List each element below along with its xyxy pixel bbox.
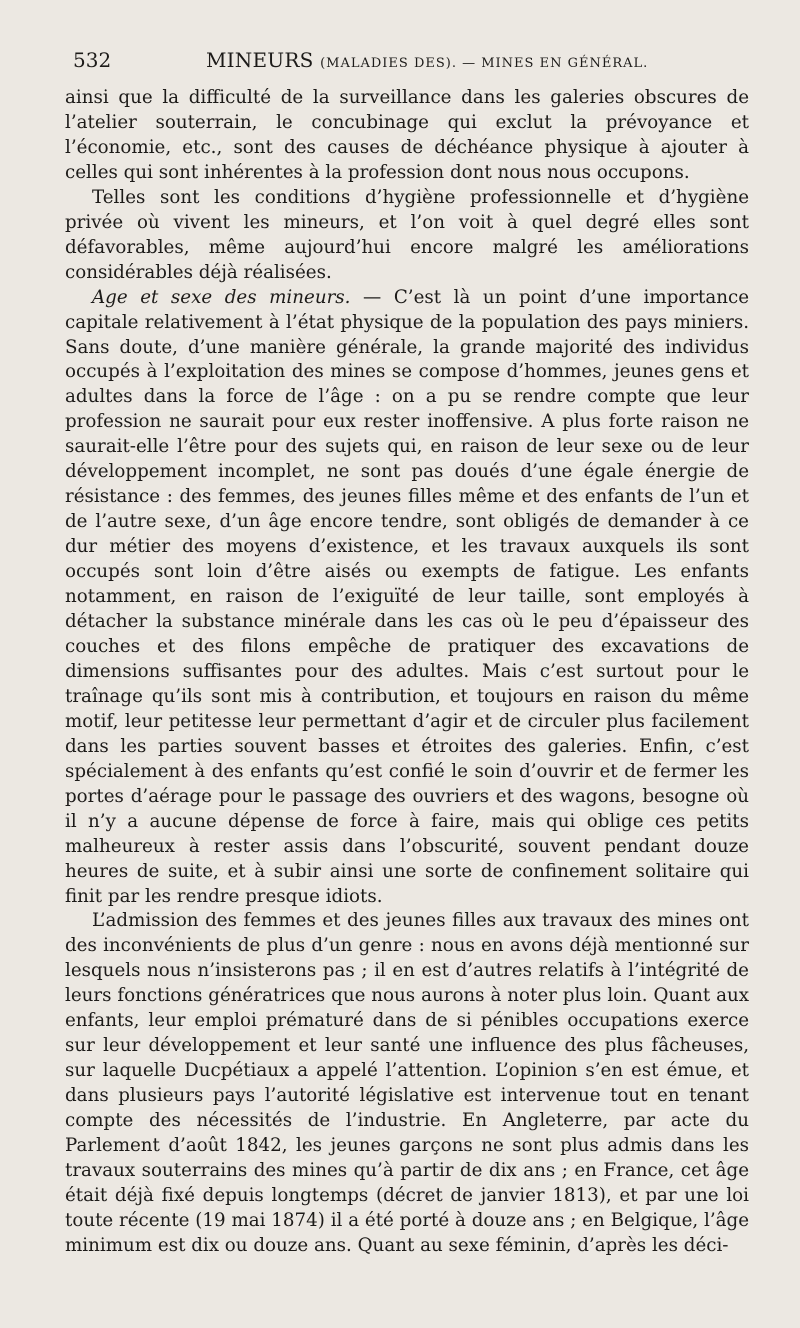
paragraph-hygiene-summary: Telles sont les conditions d’hygiène professionnelle et d’hygiène privée où vivent les mineurs, et l’on voit à quel degré elles sont défavorables, même aujourd’hui encore malgré les améliorations considérables déjà réalisées. — [65, 186, 749, 283]
running-head-title: MINEURS — [206, 48, 314, 72]
section-heading-age-sex: Age et sexe des mineurs. — [92, 286, 351, 308]
page-header — [73, 46, 748, 80]
paragraph-women-children: L’admission des femmes et des jeunes filles aux travaux des mines ont des inconvénients de plus d’un genre : nous en avons déjà mentionné sur lesquels nous n’insisterons pas ; il en est d’autres relatifs à l’intégrité de leurs fonctions génératrices que nous aurons à noter plus loin. Quant aux enfants, leur emploi prématuré dans de si pénibles occupations exerce sur leur développement et leur santé une influence des plus fâcheuses, sur laquelle Ducpétiaux a appelé l’attention. L’opinion s’en est émue, et dans plusieurs pays l’autorité législative est intervenue tout en tenant compte des nécessités de l’industrie. En Angleterre, par acte du Parlement d’août 1842, les jeunes garçons ne sont plus admis dans les travaux souterrains des mines qu’à partir de dix ans ; en France, cet âge était déjà fixé depuis longtemps (décret de janvier 1813), et par une loi toute récente (19 mai 1874) il a été porté à douze ans ; en Belgique, l’âge minimum est dix ou douze ans. Quant au sexe féminin, d’après les déci- — [65, 910, 749, 1256]
paragraph-age-sex — [65, 286, 749, 910]
paragraph-continued: ainsi que la difficulté de la surveillance dans les galeries obscures de l’atelier souterrain, le concubinage qui exclut la prévoyance et l’économie, etc., sont des causes de déchéance physique à ajouter à celles qui sont inhérentes à la profession dont nous nous occupons. — [65, 87, 749, 183]
paragraph-age-sex-text: — C’est là un point d’une importance capitale relativement à l’état physique de la population des pays miniers. Sans doute, d’une manière générale, la grande majorité des individus occupés à l’exploitation des mines se compose d’hommes, jeunes gens et adultes dans la force de l’âge : on a pu se rendre compte que leur profession ne saurait pour eux rester inoffensive. A plus forte raison ne saurait-elle l’être pour des sujets qui, en raison de leur sexe ou de leur développement incomplet, ne sont pas doués d’une égale énergie de résistance : des femmes, des jeunes filles même et des enfants de l’un et de l’autre sexe, d’un âge encore tendre, sont obligés de demander à ce dur métier des moyens d’existence, et les travaux auxquels ils sont occupés sont loin d’être aisés ou exempts de fatigue. Les enfants notamment, en raison de l’exiguïté de leur taille, sont employés à détacher la substance minérale dans les cas où le peu d’épaisseur des couches et des filons empêche de pratiquer des excavations de dimensions suffisantes pour des adultes. Mais c’est surtout pour le traînage qu’ils sont mis à contribution, et toujours en raison du même motif, leur petitesse leur permettant d’agir et de circuler plus facilement dans les parties souvent basses et étroites des galeries. Enfin, c’est spécialement à des enfants qu’est confié le soin d’ouvrir et de fermer les portes d’aérage pour le passage des ouvriers et des wagons, besogne où il n’y a aucune dépense de force à faire, mais qui oblige ces petits malheureux à rester assis dans l’obscurité, souvent pendant douze heures de suite, et à subir ainsi une sorte de confinement solitaire qui finit par les rendre presque idiots. — [65, 286, 749, 907]
page-body — [65, 86, 749, 1259]
running-head — [206, 46, 648, 78]
running-head-subtitle: (MALADIES DES). — MINES EN GÉNÉRAL. — [320, 56, 649, 71]
page-number: 532 — [73, 48, 112, 72]
